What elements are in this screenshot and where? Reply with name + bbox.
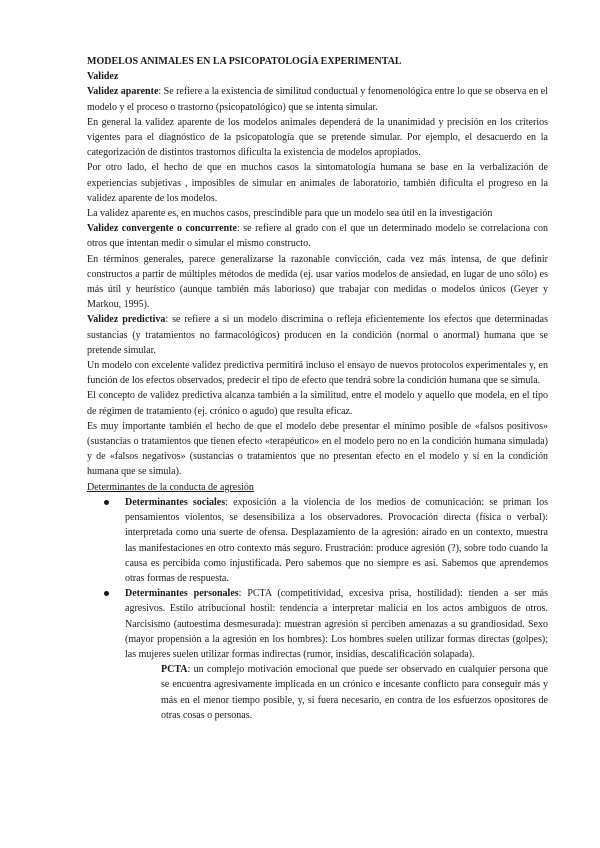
- list-item-determinantes-personales: [87, 586, 548, 662]
- text-validez-aparente: : Se refiere a la existencia de similitud conductual y fenomenológica entre lo que se observa en el modelo y el proceso o trastorno (psicopatológico) que se intenta simular.: [87, 86, 548, 113]
- bullet-icon: [104, 500, 109, 505]
- document-title: MODELOS ANIMALES EN LA PSICOPATOLOGÍA EXPERIMENTAL: [87, 56, 402, 67]
- list-item-determinantes-sociales: [87, 495, 548, 586]
- text-validez-convergente: : se refiere al grado con el que un determinado modelo se correlaciona con otros que intentan medir o simular el mismo constructo.: [87, 223, 548, 250]
- term-validez-predictiva: Validez predictiva: [87, 314, 166, 326]
- text-determinantes-personales: : PCTA (competitividad, excesiva prisa, hostilidad): tienden a ser más agresivos. Estilo atribucional hostil: tendencia a interpretar malicia en los actos ambiguos de otros. Narcisismo (autoestima desmesurada): muestran agresión si perciben amenazas a su grandiosidad. Sexo (mayor propensión a la agresión en los hombres): Los hombres suelen utilizar formas directas (golpes); las mujeres suelen utilizar formas indirectas (rumor, insidias, descalificación solapada).: [125, 588, 549, 660]
- paragraph-10: Es muy importante también el hecho de que el modelo debe presentar el mínimo posible de «falsos positivos» (sustancias o tratamientos que tienen efecto «terapéutico» en el modelo pero no en la condición humana simulada) y de «falsos negativos» (sustancias o tratamientos que no presentan efecto en el modelo y sí en la condición humana que se simula).: [87, 420, 548, 478]
- paragraph-2: En general la validez aparente de los modelos animales dependerá de la unanimidad y precisión en los criterios vigentes para el diagnóstico de la psicopatología que se pretende simular. Por ejemplo, el desacuerdo en la categorización de distintos trastornos dificulta la existencia de modelos apropiados.: [87, 116, 548, 159]
- term-pcta: PCTA: [161, 664, 188, 676]
- term-determinantes-personales: Determinantes personales: [125, 588, 239, 600]
- term-determinantes-sociales: Determinantes sociales: [125, 496, 226, 508]
- determinantes-list: [87, 495, 548, 662]
- paragraph-validez-predictiva: [87, 312, 548, 358]
- paragraph-validez-aparente: [87, 84, 548, 114]
- paragraph-6: En términos generales, parece generalizarse la razonable convicción, cada vez más intensa, de que definir constructos a partir de múltiples métodos de medida (ej. usar varios modelos de ansiedad, en lugar de uno sólo) es más útil y heurístico (aunque también más laborioso) que trabajar con medidas o modelos únicos (Geyer y Markou, 1995).: [87, 253, 548, 311]
- paragraph-8: Un modelo con excelente validez predictiva permitirá incluso el ensayo de nuevos protocolos experimentales y, en función de los efectos observados, predecir el tipo de efecto que tendrá sobre la condición humana que se simula.: [87, 360, 548, 387]
- section-heading-agresion: Determinantes de la conducta de agresión: [87, 481, 254, 493]
- term-validez-aparente: Validez aparente: [87, 86, 159, 98]
- section-heading-validez: Validez: [87, 71, 119, 83]
- paragraph-4: La validez aparente es, en muchos casos, prescindible para que un modelo sea útil en la investigación: [87, 208, 493, 220]
- text-validez-predictiva: : se refiere a si un modelo discrimina o refleja eficientemente los efectos que determinadas sustancias (y tratamientos no farmacológicos) producen en la condición (normal o anormal) humana que se pretende simular.: [87, 314, 548, 356]
- paragraph-9: El concepto de validez predictiva alcanza también a la similitud, entre el modelo y aquello que modela, en el tipo de régimen de tratamiento (ej. crónico o agudo) que resulta eficaz.: [87, 390, 548, 417]
- text-pcta: : un complejo motivación emocional que puede ser observado en cualquier persona que se encuentra agresivamente implicada en un crónico e incesante conflicto para conseguir más y más en el menor tiempo posible, y, si fuera necesario, en contra de los esfuerzos opositores de otras cosas o personas.: [161, 664, 548, 721]
- bullet-icon: [104, 591, 109, 596]
- paragraph-validez-convergente: [87, 221, 548, 251]
- term-validez-convergente: Validez convergente o concurrente: [87, 223, 237, 235]
- paragraph-pcta: [87, 662, 548, 723]
- paragraph-3: Por otro lado, el hecho de que en muchos casos la sintomatología humana se base en la verbalización de experiencias subjetivas , imposibles de simular en animales de laboratorio, también dificulta el progreso en la validez aparente de los modelos.: [87, 162, 548, 204]
- text-determinantes-sociales: : exposición a la violencia de los medios de comunicación: se priman los pensamientos violentos, se desensibiliza a los observadores. Provocación directa (física o verbal): interpretada como una suerte de ofensa. Desplazamiento de la agresión: airado en un contexto, muestra las manifestaciones en otro contexto más seguro. Frustración: produce agresión (?), sobre todo cuando la causa es percibida como injustificada. Pero sabemos que no siempre es así. Sabemos que aprendemos otras formas de respuesta.: [125, 496, 548, 584]
